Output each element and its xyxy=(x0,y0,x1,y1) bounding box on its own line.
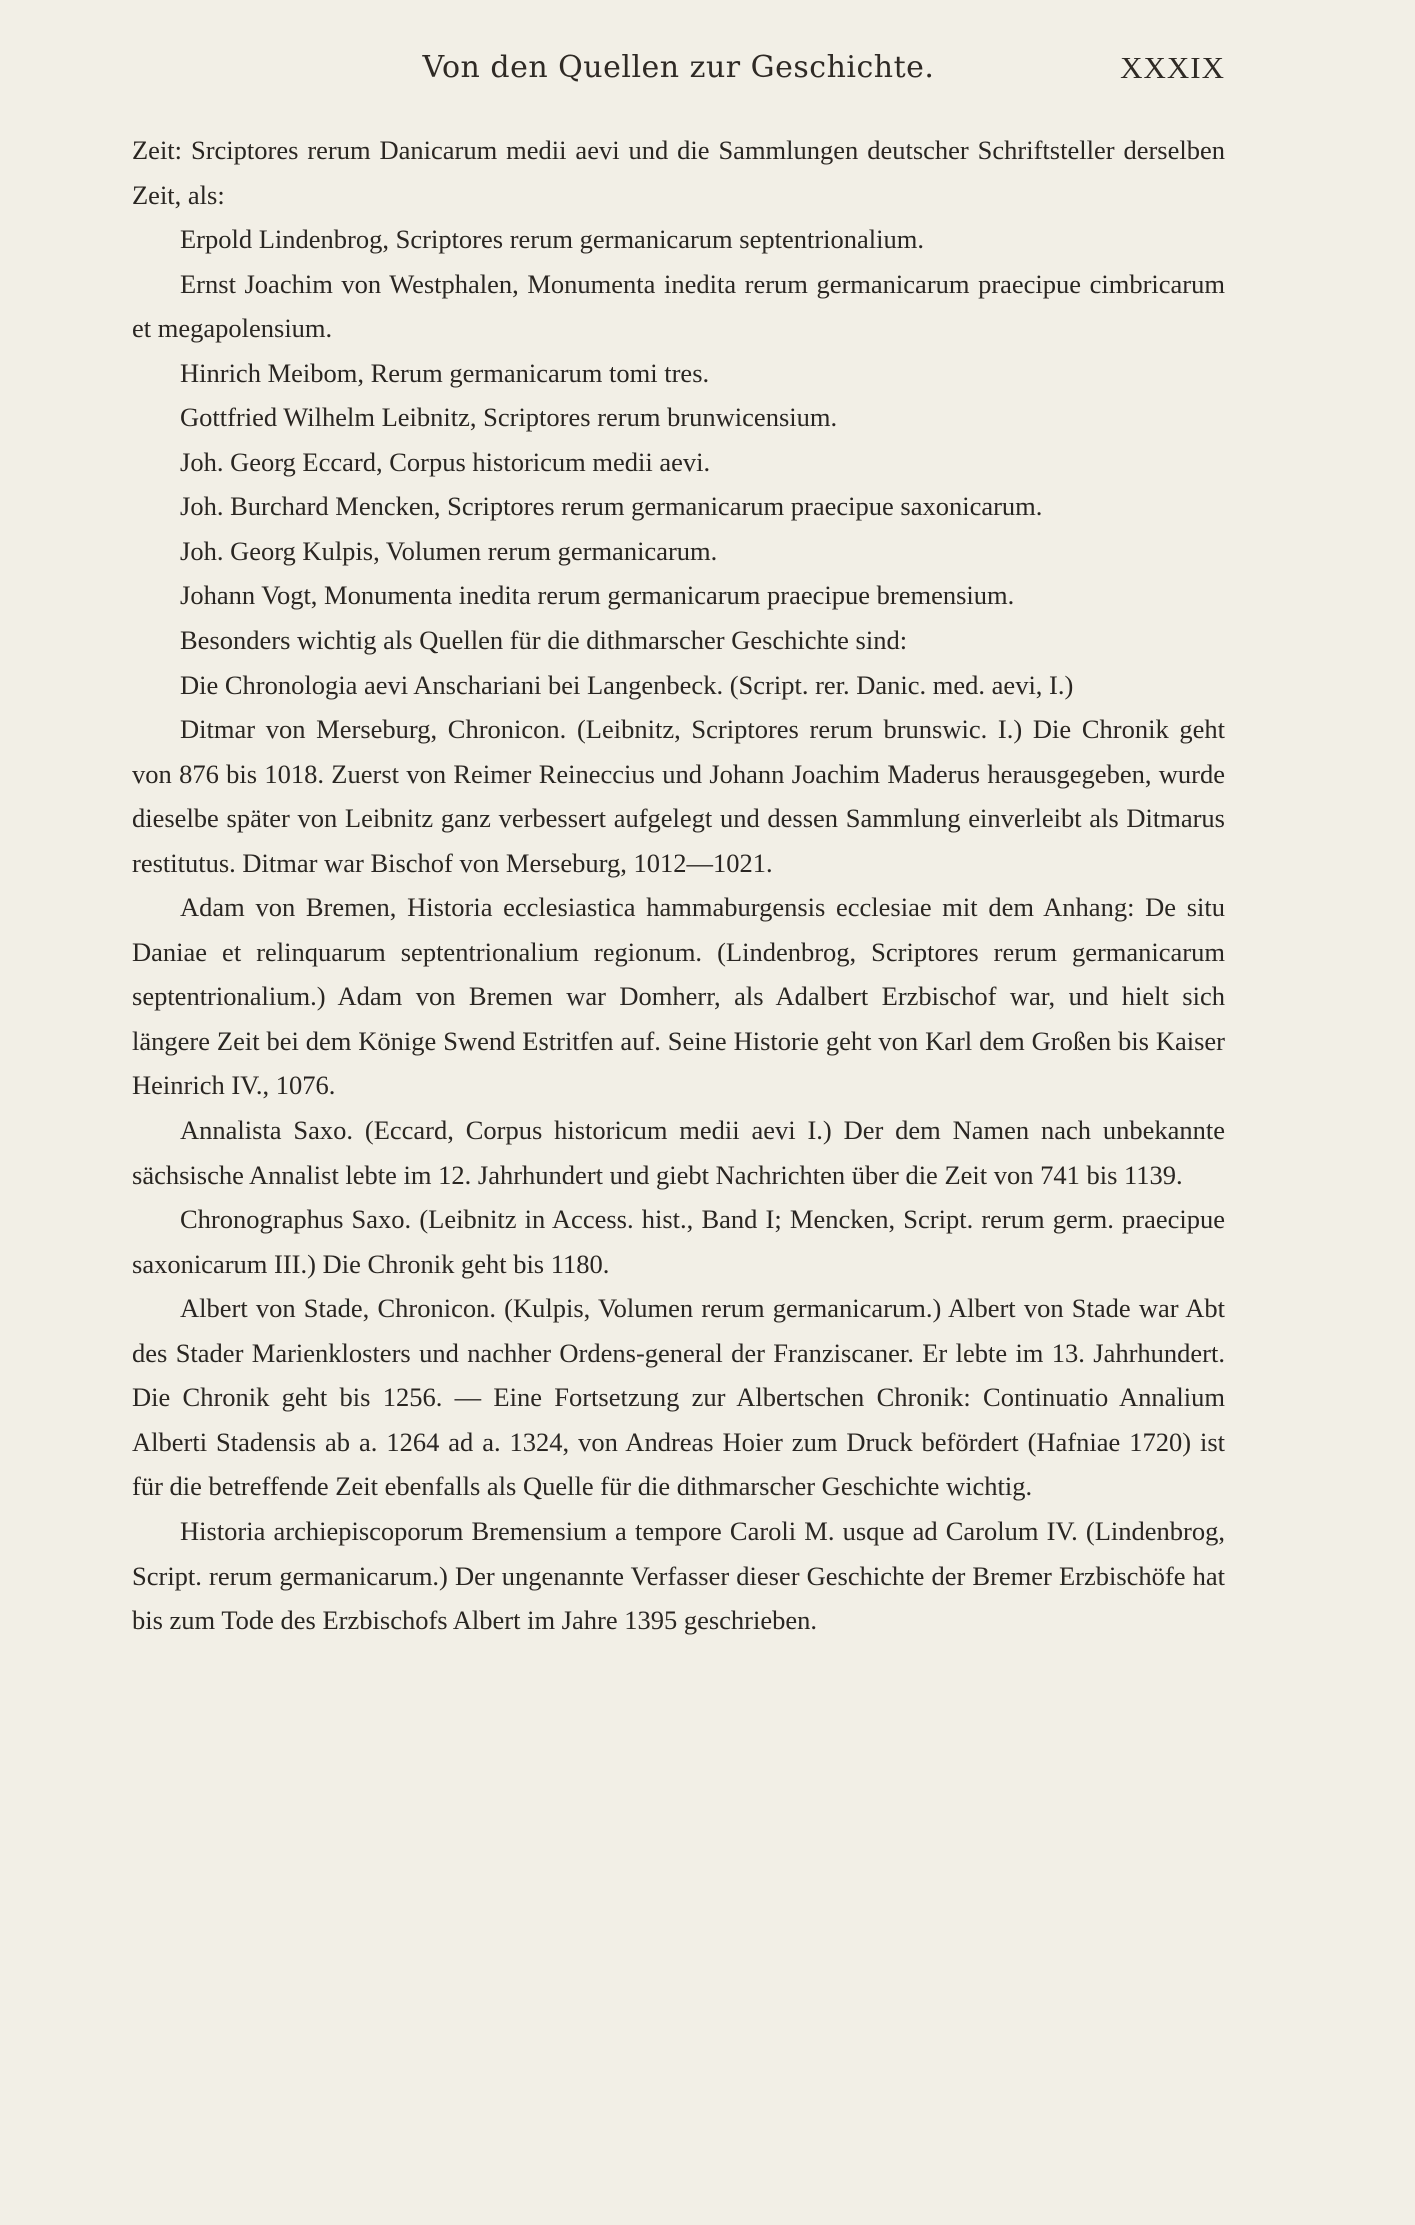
source-entry-westphalen: Ernst Joachim von Westphalen, Monumenta inedita rerum germanicarum praecipue cimbricarum et megapolensium. xyxy=(132,268,1225,344)
body-text xyxy=(132,128,1225,1643)
source-entry-chronographus: Chronographus Saxo. (Leibnitz in Access. hist., Band I; Mencken, Script. rerum germ. praecipue saxonicarum III.) Die Chronik geht bis 1180. xyxy=(132,1204,1225,1279)
page-number: XXXIX xyxy=(1120,50,1225,85)
source-entry-meibom: Hinrich Meibom, Rerum germanicarum tomi tres. xyxy=(180,357,710,388)
source-entry-annalista: Annalista Saxo. (Eccard, Corpus historicum medii aevi I.) Der dem Namen nach unbekannte sächsische Annalist lebte im 12. Jahrhundert und giebt Nachrichten über die Zeit von 741 bis 1139. xyxy=(132,1115,1225,1190)
source-entry-leibnitz: Gottfried Wilhelm Leibnitz, Scriptores rerum brunwicensium. xyxy=(180,402,838,433)
source-entry-mencken: Joh. Burchard Mencken, Scriptores rerum germanicarum praecipue saxonicarum. xyxy=(180,491,1043,522)
source-entry-historia-archiepiscoporum: Historia archiepiscoporum Bremensium a tempore Caroli M. usque ad Carolum IV. (Lindenbrog, Script. rerum germanicarum.) Der ungenannte Verfasser dieser Geschichte der Bremer Erzbischöfe hat bis zum Tode des Erzbischofs Albert im Jahre 1395 geschrieben. xyxy=(132,1515,1225,1636)
paragraph-important-sources: Besonders wichtig als Quellen für die dithmarscher Geschichte sind: xyxy=(180,625,908,656)
source-entry-chronologia: Die Chronologia aevi Anschariani bei Langenbeck. (Script. rer. Danic. med. aevi, I.) xyxy=(180,669,1074,700)
source-entry-eccard: Joh. Georg Eccard, Corpus historicum medii aevi. xyxy=(180,446,711,477)
source-entry-kulpis: Joh. Georg Kulpis, Volumen rerum germanicarum. xyxy=(180,535,718,566)
running-title: Von den Quellen zur Geschichte. xyxy=(422,50,935,85)
running-header xyxy=(132,44,1225,98)
paragraph-intro: Zeit: Srciptores rerum Danicarum medii aevi und die Sammlungen deutscher Schriftsteller derselben Zeit, als: xyxy=(132,135,1225,210)
source-entry-adam: Adam von Bremen, Historia ecclesiastica hammaburgensis ecclesiae mit dem Anhang: De situ Daniae et relinquarum septentrionalium regionum. (Lindenbrog, Scriptores rerum germanicarum septentrionalium.) Adam von Bremen war Domherr, als Adalbert Erzbischof war, und hielt sich längere Zeit bei dem Könige Swend Estritfen auf. Seine Historie geht von Karl dem Großen bis Kaiser Heinrich IV., 1076. xyxy=(132,892,1225,1101)
source-entry-albert-stade: Albert von Stade, Chronicon. (Kulpis, Volumen rerum germanicarum.) Albert von Stade war Abt des Stader Marienklosters und nachher Ordens-general der Franziscaner. Er lebte im 13. Jahrhundert. Die Chronik geht bis 1256. — Eine Fortsetzung zur Albertschen Chronik: Continuatio Annalium Alberti Stadensis ab a. 1264 ad a. 1324, von Andreas Hoier zum Druck befördert (Hafniae 1720) ist für die betreffende Zeit ebenfalls als Quelle für die dithmarscher Geschichte wichtig. xyxy=(132,1293,1225,1502)
source-entry-vogt: Johann Vogt, Monumenta inedita rerum germanicarum praecipue bremensium. xyxy=(180,580,1015,611)
source-entry-ditmar: Ditmar von Merseburg, Chronicon. (Leibnitz, Scriptores rerum brunswic. I.) Die Chronik geht von 876 bis 1018. Zuerst von Reimer Reineccius und Johann Joachim Maderus herausgegeben, wurde dieselbe später von Leibnitz ganz verbessert aufgelegt und dessen Sammlung einverleibt als Ditmarus restitutus. Ditmar war Bischof von Merseburg, 1012—1021. xyxy=(132,714,1225,878)
source-entry-lindenbrog: Erpold Lindenbrog, Scriptores rerum germanicarum septentrionalium. xyxy=(180,224,924,255)
